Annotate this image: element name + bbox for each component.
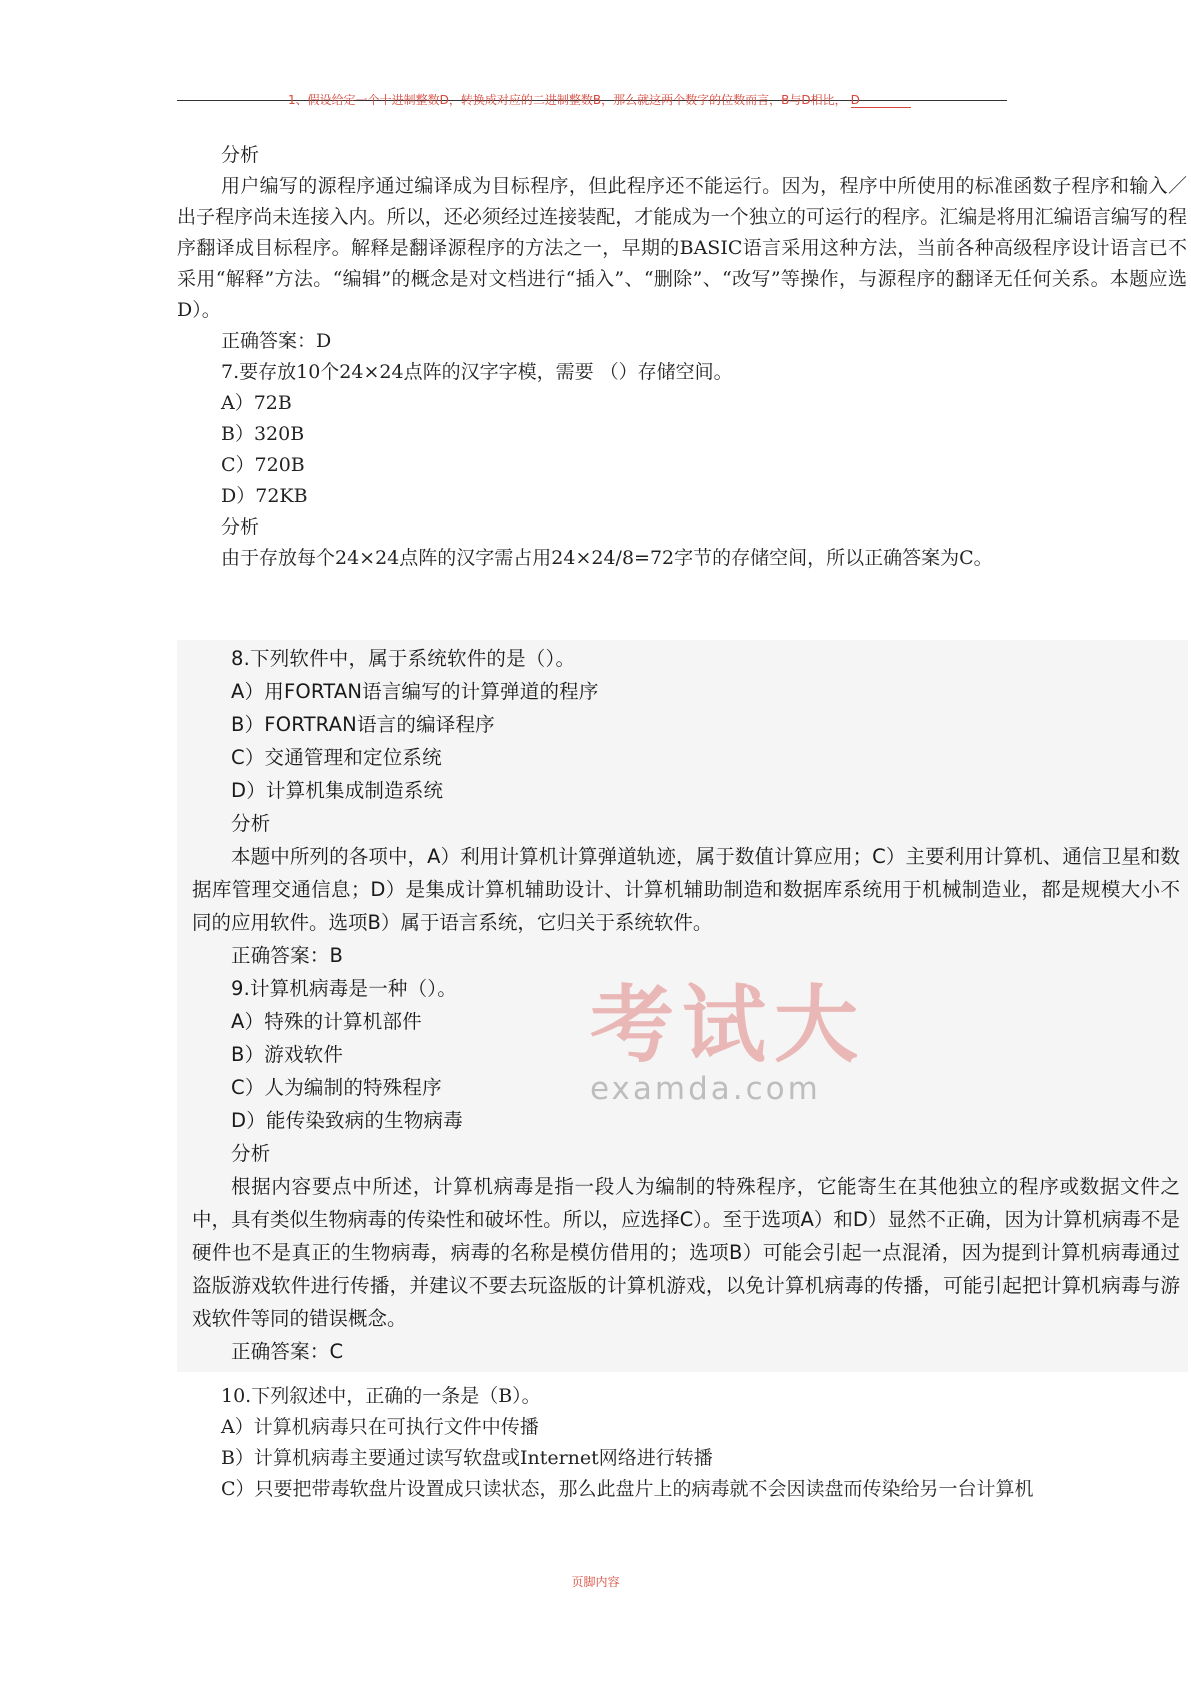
header-text: 1、假设给定一个十进制整数D，转换成对应的二进制整数B，那么就这两个数字的位数而言，B与D相比， bbox=[288, 93, 847, 107]
q7-option-c: C）720B bbox=[221, 454, 305, 476]
q7-analysis-label: 分析 bbox=[221, 516, 260, 538]
q8-analysis-label: 分析 bbox=[231, 812, 271, 835]
question-9: 9.计算机病毒是一种（）。 bbox=[231, 977, 457, 1000]
q9-option-c: C）人为编制的特殊程序 bbox=[231, 1076, 442, 1099]
q10-option-a: A）计算机病毒只在可执行文件中传播 bbox=[221, 1416, 539, 1438]
q8-analysis: 本题中所列的各项中，A）利用计算机计算弹道轨迹，属于数值计算应用；C）主要利用计算机、通信卫星和数据库管理交通信息；D）是集成计算机辅助设计、计算机辅助制造和数据库系统用于机械制造业，都是规模大小不同的应用软件。选项B）属于语言系统，它归关于系统软件。 bbox=[192, 845, 1180, 934]
q7-analysis: 由于存放每个24×24点阵的汉字需占用24×24/8=72字节的存储空间，所以正确答案为C。 bbox=[221, 547, 993, 569]
top-section bbox=[177, 140, 1187, 574]
q8-option-b: B）FORTRAN语言的编译程序 bbox=[231, 713, 495, 736]
q9-option-a: A）特殊的计算机部件 bbox=[231, 1010, 422, 1033]
q9-answer: 正确答案：C bbox=[231, 1340, 344, 1363]
q10-option-b: B）计算机病毒主要通过读写软盘或Internet网络进行转播 bbox=[221, 1447, 713, 1469]
q7-option-b: B）320B bbox=[221, 423, 305, 445]
q8-answer: 正确答案：B bbox=[231, 944, 344, 967]
q8-option-a: A）用FORTAN语言编写的计算弹道的程序 bbox=[231, 680, 599, 703]
bottom-section bbox=[177, 1381, 1187, 1505]
q9-option-b: B）游戏软件 bbox=[231, 1043, 344, 1066]
watermark-logo-en: examda.com bbox=[590, 1071, 821, 1107]
q8-option-d: D）计算机集成制造系统 bbox=[231, 779, 444, 802]
question-10: 10.下列叙述中，正确的一条是（B）。 bbox=[221, 1385, 541, 1407]
analysis-label: 分析 bbox=[221, 144, 260, 166]
header-blank: D bbox=[851, 93, 911, 108]
q10-option-c: C）只要把带毒软盘片设置成只读状态，那么此盘片上的病毒就不会因读盘而传染给另一台计算机 bbox=[221, 1478, 1034, 1500]
analysis-paragraph: 用户编写的源程序通过编译成为目标程序，但此程序还不能运行。因为，程序中所使用的标准函数子程序和输入／出子程序尚未连接入内。所以，还必须经过连接装配，才能成为一个独立的可运行的程序。汇编是将用汇编语言编写的程序翻译成目标程序。解释是翻译源程序的方法之一，早期的BASIC语言采用这种方法，当前各种高级程序设计语言已不采用“解释”方法。“编辑”的概念是对文档进行“插入”、“删除”、“改写”等操作，与源程序的翻译无任何关系。本题应选D）。 bbox=[177, 175, 1187, 321]
q8-option-c: C）交通管理和定位系统 bbox=[231, 746, 442, 769]
q7-option-d: D）72KB bbox=[221, 485, 308, 507]
q7-option-a: A）72B bbox=[221, 392, 292, 414]
q9-analysis-label: 分析 bbox=[231, 1142, 271, 1165]
page-header bbox=[288, 91, 911, 108]
question-7: 7.要存放10个24×24点阵的汉字字模，需要 （）存储空间。 bbox=[221, 361, 733, 383]
question-8: 8.下列软件中，属于系统软件的是（）。 bbox=[231, 647, 576, 670]
q9-analysis: 根据内容要点中所述，计算机病毒是指一段人为编制的特殊程序，它能寄生在其他独立的程序或数据文件之中，具有类似生物病毒的传染性和破坏性。所以，应选择C）。至于选项A）和D）显然不正确，因为计算机病毒不是硬件也不是真正的生物病毒，病毒的名称是模仿借用的；选项B）可能会引起一点混淆，因为提到计算机病毒通过盗版游戏软件进行传播，并建议不要去玩盗版的计算机游戏，以免计算机病毒的传播，可能引起把计算机病毒与游戏软件等同的错误概念。 bbox=[192, 1175, 1180, 1330]
watermark-logo-cn: 考试大 bbox=[590, 976, 867, 1074]
answer-line: 正确答案：D bbox=[221, 330, 332, 352]
page-footer: 页脚内容 bbox=[571, 1575, 620, 1589]
q9-option-d: D）能传染致病的生物病毒 bbox=[231, 1109, 463, 1132]
